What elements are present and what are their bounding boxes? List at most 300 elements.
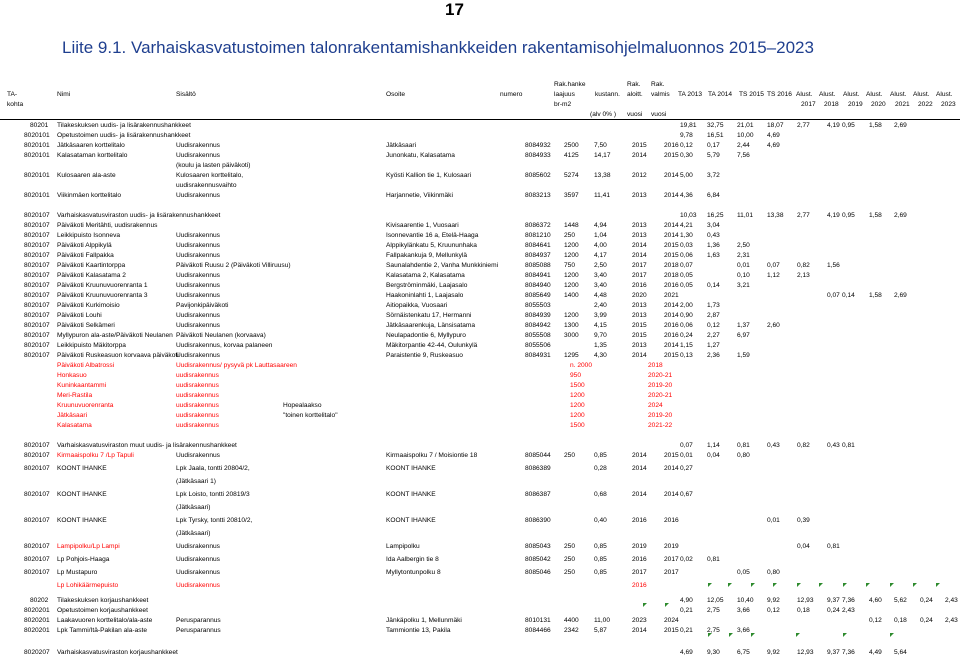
value-cell: 6,75	[737, 649, 750, 656]
value-cell: 6,84	[707, 192, 720, 199]
value-cell: 4,49	[869, 649, 882, 656]
row-code: 8020207	[24, 649, 50, 656]
row-code: 8020107	[24, 262, 50, 269]
project-content: Päiväkoti Ruusu 2 (Päiväkoti Villiruusu)	[176, 262, 291, 269]
project-area: 250	[564, 452, 576, 459]
project-cost: 3,40	[594, 282, 607, 289]
planned-project-name: Jätkäsaari	[57, 412, 88, 419]
project-start: 2013	[632, 302, 647, 309]
header-sisalto: Sisältö	[176, 91, 196, 98]
project-content: (koulu ja lasten päiväkoti)	[176, 162, 251, 169]
value-cell: 16,25	[707, 212, 724, 219]
value-cell: 9,37	[827, 649, 840, 656]
project-start: 2014	[632, 252, 647, 259]
value-cell: 1,27	[707, 342, 720, 349]
project-area: 1200	[564, 242, 579, 249]
project-address: Kirmaaispolku 7 / Moisiontie 18	[386, 452, 478, 459]
row-code: 8020107	[24, 292, 50, 299]
project-cost: 0,85	[594, 543, 607, 550]
project-content: Uudisrakennus	[176, 292, 220, 299]
project-number: 8086389	[525, 465, 551, 472]
value-cell: 0,13	[680, 352, 693, 359]
value-cell: 2,13	[797, 272, 810, 279]
comment-marker-icon	[643, 603, 647, 607]
project-address: Neulapadontie 6, Myllypuro	[386, 332, 466, 339]
value-cell: 2,69	[894, 212, 907, 219]
value-cell: 0,30	[680, 152, 693, 159]
value-cell: 0,24	[920, 597, 933, 604]
row-code: 8020107	[24, 282, 50, 289]
row-code: 8020107	[24, 352, 50, 359]
header-kustann: (alv 0% )	[590, 111, 617, 118]
project-name: Kulosaaren ala-aste	[57, 172, 116, 179]
project-number: 8084933	[525, 152, 551, 159]
value-cell: 18,07	[767, 122, 784, 129]
project-name: Jätkäsaaren korttelitalo	[57, 142, 125, 149]
project-address: Harjannetie, Viikinmäki	[386, 192, 453, 199]
project-name: Lampipolku/Lp Lampi	[57, 543, 120, 550]
value-cell: 5,64	[894, 649, 907, 656]
project-name: Päiväkoti Kurkimoisio	[57, 302, 120, 309]
value-cell: 2,43	[842, 607, 855, 614]
project-end: 2015	[664, 352, 679, 359]
project-content: Pavijonkipäiväkoti	[176, 302, 229, 309]
project-start: 2013	[632, 232, 647, 239]
row-code: 8020107	[24, 252, 50, 259]
planned-project-years: 2019-20	[648, 412, 673, 419]
comment-marker-icon	[890, 633, 894, 637]
project-number: 8084641	[525, 242, 551, 249]
project-end: 2014	[664, 465, 679, 472]
value-cell: 2,44	[737, 142, 750, 149]
header-aloitt: vuosi	[627, 111, 643, 118]
value-cell: 0,01	[737, 262, 750, 269]
project-end: 2017	[664, 556, 679, 563]
project-end: 2016	[664, 332, 679, 339]
value-cell: 0,12	[767, 607, 780, 614]
project-number: 8085042	[525, 556, 551, 563]
value-cell: 7,36	[842, 597, 855, 604]
planned-project-name: Honkasuo	[57, 372, 87, 379]
project-start: 2013	[632, 192, 647, 199]
project-content: Uudisrakennus	[176, 152, 220, 159]
project-area: 4125	[564, 152, 579, 159]
value-cell: 4,19	[827, 212, 840, 219]
header-alust: Alust.	[936, 91, 953, 98]
project-name: Laakavuoren korttelitalo/ala-aste	[57, 617, 153, 624]
value-cell: 4,21	[680, 222, 693, 229]
project-start: 2017	[632, 569, 647, 576]
row-code: 8020107	[24, 465, 50, 472]
header-alust-year: 2017	[801, 101, 816, 108]
project-content: Uudisrakennus	[176, 242, 220, 249]
project-content: Uudisrakennus	[176, 282, 220, 289]
project-name: Lp Lohikäärmepuisto	[57, 582, 119, 589]
value-cell: 0,21	[680, 607, 693, 614]
project-end: 2017	[664, 569, 679, 576]
header-laajuus: br-m2	[554, 101, 572, 108]
value-cell: 0,82	[797, 442, 810, 449]
project-name: Kirmaaispolku 7 /Lp Tapuli	[57, 452, 134, 459]
row-code: 8020107	[24, 332, 50, 339]
project-area: 1200	[564, 272, 579, 279]
value-cell: 0,04	[797, 543, 810, 550]
header-alust-year: 2023	[941, 101, 956, 108]
value-cell: 9,37	[827, 597, 840, 604]
project-content: Uudisrakennus	[176, 312, 220, 319]
planned-project-name: Meri-Rastila	[57, 392, 93, 399]
planned-project-area: 1200	[570, 392, 585, 399]
value-cell: 3,21	[737, 282, 750, 289]
project-start: 2020	[632, 292, 647, 299]
value-cell: 1,59	[737, 352, 750, 359]
project-number: 8085046	[525, 569, 551, 576]
comment-marker-icon	[936, 583, 940, 587]
project-name: Lpk Tammi/Itä-Pakilan ala-aste	[57, 627, 148, 634]
value-cell: 10,00	[737, 132, 754, 139]
value-cell: 1,12	[767, 272, 780, 279]
project-name: Lp Pohjois-Haaga	[57, 556, 110, 563]
value-cell: 2,00	[680, 302, 693, 309]
project-name: Päiväkoti Kaartintorppa	[57, 262, 126, 269]
project-number: 8085602	[525, 172, 551, 179]
value-cell: 0,24	[680, 332, 693, 339]
value-cell: 1,63	[707, 252, 720, 259]
project-number: 8010131	[525, 617, 551, 624]
comment-marker-icon	[890, 583, 894, 587]
project-name: Päiväkoti Ruskeasuon korvaava päiväkoti	[57, 352, 179, 359]
value-cell: 0,27	[680, 465, 693, 472]
planned-project-content: uudisrakennus	[176, 422, 219, 429]
value-cell: 21,01	[737, 122, 754, 129]
header-alust-year: 2019	[848, 101, 863, 108]
value-cell: 5,79	[707, 152, 720, 159]
value-cell: 1,37	[737, 322, 750, 329]
header-alust-year: 2020	[871, 101, 886, 108]
project-address: Fallpakankuja 9, Mellunkylä	[386, 252, 467, 259]
project-end: 2014	[664, 192, 679, 199]
planned-project-content: uudisrakennus	[176, 372, 219, 379]
project-cost: 0,85	[594, 452, 607, 459]
project-cost: 5,87	[594, 627, 607, 634]
value-cell: 0,21	[680, 627, 693, 634]
group-label: Tilakeskuksen korjaushankkeet	[57, 597, 149, 604]
row-code: 8020107	[24, 312, 50, 319]
value-cell: 2,43	[945, 597, 958, 604]
project-name: Leikkipuisto Mäkitorppa	[57, 342, 126, 349]
header-laajuus: Rak.hanke	[554, 81, 586, 88]
project-cost: 3,99	[594, 312, 607, 319]
project-content: Uudisrakennus	[176, 569, 220, 576]
value-cell: 5,00	[680, 172, 693, 179]
header-valmis: Rak.	[651, 81, 665, 88]
value-cell: 4,19	[827, 122, 840, 129]
row-code: 8020107	[24, 212, 50, 219]
project-number: 8086372	[525, 222, 551, 229]
comment-marker-icon	[751, 583, 755, 587]
value-cell: 0,12	[707, 322, 720, 329]
project-area: 2342	[564, 627, 579, 634]
project-number: 8086390	[525, 517, 551, 524]
value-cell: 2,75	[707, 607, 720, 614]
value-cell: 1,56	[827, 262, 840, 269]
project-name: Leikkipuisto Isonneva	[57, 232, 121, 239]
project-address: Saunalahdentie 2, Vanha Munkkiniemi	[386, 262, 499, 269]
value-cell: 0,01	[680, 452, 693, 459]
project-number: 8085088	[525, 262, 551, 269]
project-start: 2012	[632, 172, 647, 179]
project-address: Haakoninlahti 1, Laajasalo	[386, 292, 464, 299]
project-start: 2015	[632, 332, 647, 339]
project-area: 250	[564, 543, 576, 550]
project-cost: 0,85	[594, 569, 607, 576]
value-cell: 0,81	[737, 442, 750, 449]
row-code: 8020107	[24, 452, 50, 459]
project-cost: 0,40	[594, 517, 607, 524]
planned-project-years: 2020-21	[648, 392, 673, 399]
planned-project-years: 2018	[648, 362, 663, 369]
project-area: 1200	[564, 252, 579, 259]
project-cost: 4,30	[594, 352, 607, 359]
project-start: 2014	[632, 452, 647, 459]
project-cost: 4,17	[594, 252, 607, 259]
project-number: 8084931	[525, 352, 551, 359]
project-number: 8084941	[525, 272, 551, 279]
value-cell: 1,58	[869, 212, 882, 219]
project-start: 2016	[632, 517, 647, 524]
value-cell: 2,36	[707, 352, 720, 359]
project-address: Tammiontie 13, Pakila	[386, 627, 451, 634]
value-cell: 1,30	[680, 232, 693, 239]
value-cell: 0,43	[707, 232, 720, 239]
project-address: Kalasatama 2, Kalasatama	[386, 272, 465, 279]
planned-project-years: 2020-21	[648, 372, 673, 379]
project-content: Uudisrakennus	[176, 232, 220, 239]
project-content: Perusparannus	[176, 617, 221, 624]
value-cell: 0,05	[680, 282, 693, 289]
value-cell: 7,36	[842, 649, 855, 656]
project-cost: 3,40	[594, 272, 607, 279]
project-end: 2014	[664, 302, 679, 309]
project-name: Lp Mustapuro	[57, 569, 98, 576]
row-code: 8020107	[24, 242, 50, 249]
row-code: 8020107	[24, 543, 50, 550]
comment-marker-icon	[796, 633, 800, 637]
value-cell: 0,67	[680, 491, 693, 498]
page-title: Liite 9.1. Varhaiskasvatustoimen talonrakentamishankkeiden rakentamisohjelmaluonnos 2015–2023	[62, 38, 814, 57]
project-address: KOONT IHANKE	[386, 465, 436, 472]
planned-project-years: 2019-20	[648, 382, 673, 389]
planned-project-extra: "toinen korttelitalo"	[283, 412, 338, 419]
project-address: Junonkatu, Kalasatama	[386, 152, 455, 159]
value-cell: 0,80	[737, 452, 750, 459]
comment-marker-icon	[913, 583, 917, 587]
project-address: Isonnevantie 16 a, Etelä-Haaga	[386, 232, 479, 239]
project-content: Kulosaaren korttelitalo,	[176, 172, 244, 179]
row-code: 8020107	[24, 222, 50, 229]
page-number: 17	[445, 0, 464, 19]
project-area: 3000	[564, 332, 579, 339]
project-end: 2014	[664, 222, 679, 229]
project-content: Päiväkoti Neulanen (korvaava)	[176, 332, 266, 339]
value-cell: 2,75	[707, 627, 720, 634]
value-cell: 4,69	[680, 649, 693, 656]
comment-marker-icon	[751, 633, 755, 637]
value-cell: 0,07	[767, 262, 780, 269]
project-cost: 1,04	[594, 232, 607, 239]
project-name: KOONT IHANKE	[57, 491, 107, 498]
project-end: 2014	[664, 232, 679, 239]
value-cell: 0,80	[767, 569, 780, 576]
project-area: 4400	[564, 617, 579, 624]
value-cell: 4,69	[767, 132, 780, 139]
value-cell: 12,93	[797, 649, 814, 656]
planned-project-content: uudisrakennus	[176, 412, 219, 419]
project-start: 2019	[632, 543, 647, 550]
project-area: 250	[564, 569, 576, 576]
value-cell: 1,58	[869, 292, 882, 299]
row-code: 8020107	[24, 302, 50, 309]
comment-marker-icon	[708, 633, 712, 637]
planned-project-years: 2024	[648, 402, 663, 409]
value-cell: 11,01	[737, 212, 754, 219]
project-name: Kalasataman korttelitalo	[57, 152, 128, 159]
project-area: 750	[564, 262, 576, 269]
row-code: 80201	[30, 122, 49, 129]
project-number: 8085649	[525, 292, 551, 299]
project-start: 2014	[632, 491, 647, 498]
project-number: 8084932	[525, 142, 551, 149]
value-cell: 9,92	[767, 649, 780, 656]
project-address: Ida Aalbergin tie 8	[386, 556, 439, 563]
project-address: Lampipolku	[386, 543, 420, 550]
project-start: 2014	[632, 465, 647, 472]
project-name: Päiväkoti Kruunuvuorenranta 1	[57, 282, 148, 289]
project-start: 2023	[632, 617, 647, 624]
value-cell: 0,01	[767, 517, 780, 524]
project-address: Kivisaarentie 1, Vuosaari	[386, 222, 459, 229]
value-cell: 4,36	[680, 192, 693, 199]
value-cell: 0,95	[842, 122, 855, 129]
project-start: 2014	[632, 242, 647, 249]
planned-project-years: 2021-22	[648, 422, 673, 429]
project-number: 8084942	[525, 322, 551, 329]
project-end: 2015	[664, 242, 679, 249]
project-start: 2014	[632, 152, 647, 159]
project-address: Paraistentie 9, Ruskeasuo	[386, 352, 463, 359]
header-alust: Alust.	[843, 91, 860, 98]
project-name: Päiväkoti Selkämeri	[57, 322, 115, 329]
project-number: 8085044	[525, 452, 551, 459]
row-code: 8020107	[24, 272, 50, 279]
project-area: 1400	[564, 292, 579, 299]
project-cost: 4,00	[594, 242, 607, 249]
comment-marker-icon	[797, 583, 801, 587]
project-content: (Jätkäsaari 1)	[176, 478, 216, 485]
group-label: Opetustoimen korjaushankkeet	[57, 607, 148, 614]
value-cell: 0,05	[680, 272, 693, 279]
project-end: 2016	[664, 142, 679, 149]
header-year: TA 2013	[678, 91, 703, 98]
project-content: Uudisrakennus	[176, 252, 220, 259]
value-cell: 2,69	[894, 292, 907, 299]
project-name: KOONT IHANKE	[57, 517, 107, 524]
value-cell: 19,81	[680, 122, 697, 129]
value-cell: 16,51	[707, 132, 724, 139]
project-end: 2024	[664, 617, 679, 624]
project-address: Myllytontunpolku 8	[386, 569, 441, 576]
project-name: Päiväkoti Kalasatama 2	[57, 272, 126, 279]
value-cell: 5,62	[894, 597, 907, 604]
project-end: 2014	[664, 491, 679, 498]
project-area: 1300	[564, 322, 579, 329]
group-label: Tilakeskuksen uudis- ja lisärakennushankkeet	[57, 122, 191, 129]
header-alust: Alust.	[866, 91, 883, 98]
project-address: KOONT IHANKE	[386, 517, 436, 524]
value-cell: 4,60	[869, 597, 882, 604]
project-content: Lpk Tyrsky, tontti 20810/2,	[176, 517, 253, 524]
project-start: 2013	[632, 312, 647, 319]
row-code: 8020201	[24, 627, 50, 634]
project-start: 2015	[632, 142, 647, 149]
project-end: 2016	[664, 517, 679, 524]
project-content: Perusparannus	[176, 627, 221, 634]
project-end: 2014	[664, 172, 679, 179]
project-cost: 11,00	[594, 617, 611, 624]
header-valmis: valmis	[651, 91, 670, 98]
project-name: Päiväkoti Meritähti, uudisrakennus	[57, 222, 158, 229]
value-cell: 12,93	[797, 597, 814, 604]
planned-project-extra: Hopealaakso	[283, 402, 322, 409]
value-cell: 4,69	[767, 142, 780, 149]
project-content: Uudisrakennus	[176, 322, 220, 329]
header-numero: numero	[500, 91, 523, 98]
header-nimi: Nimi	[57, 91, 71, 98]
planned-project-content: uudisrakennus	[176, 402, 219, 409]
project-area: 1448	[564, 222, 579, 229]
project-number: 8055508	[525, 332, 551, 339]
project-cost: 4,48	[594, 292, 607, 299]
value-cell: 1,14	[707, 442, 720, 449]
planned-project-area: n. 2000	[570, 362, 592, 369]
project-address: Jätkäsaari	[386, 142, 417, 149]
value-cell: 0,12	[869, 617, 882, 624]
project-cost: 1,35	[594, 342, 607, 349]
value-cell: 2,27	[707, 332, 720, 339]
row-code: 8020101	[24, 192, 50, 199]
project-end: 2015	[664, 252, 679, 259]
row-code: 8020107	[24, 322, 50, 329]
header-year: TA 2014	[708, 91, 733, 98]
value-cell: 6,97	[737, 332, 750, 339]
project-end: 2018	[664, 272, 679, 279]
value-cell: 1,15	[680, 342, 693, 349]
value-cell: 0,43	[767, 442, 780, 449]
header-alust: Alust.	[796, 91, 813, 98]
planned-project-area: 950	[570, 372, 582, 379]
value-cell: 7,56	[737, 152, 750, 159]
header-ta: TA-	[7, 91, 18, 98]
planned-project-name: Kalasatama	[57, 422, 92, 429]
comment-marker-icon	[728, 583, 732, 587]
value-cell: 0,12	[680, 142, 693, 149]
value-cell: 10,40	[737, 597, 754, 604]
value-cell: 0,24	[920, 617, 933, 624]
value-cell: 9,78	[680, 132, 693, 139]
row-code: 8020107	[24, 442, 50, 449]
value-cell: 10,03	[680, 212, 697, 219]
project-name: Päiväkoti Kruunuvuorenranta 3	[57, 292, 148, 299]
